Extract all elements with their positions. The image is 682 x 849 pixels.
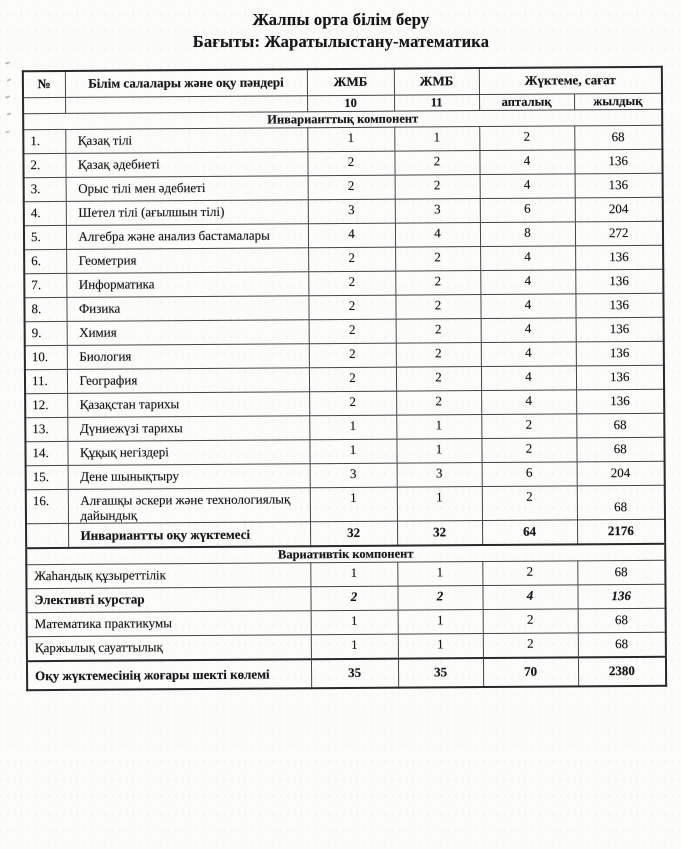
- grade11-hours: 2: [395, 246, 480, 271]
- yearly-hours: 136: [576, 317, 664, 342]
- document-title-line1: Жалпы орта білім беру: [252, 10, 430, 29]
- weekly-hours: 2: [479, 125, 574, 150]
- grade11-hours: 1: [397, 562, 482, 587]
- header-gmb11: ЖМБ: [394, 68, 479, 95]
- header-grade-10: 10: [307, 95, 394, 112]
- weekly-hours: 8: [480, 221, 575, 246]
- grade10-hours: 1: [307, 127, 394, 152]
- variative-section-title: Вариативтік компонент: [26, 544, 665, 565]
- max-load-grade10: 35: [311, 658, 398, 688]
- subject-label: Химия: [67, 319, 309, 345]
- row-number: 9.: [25, 321, 67, 345]
- weekly-hours: 4: [480, 245, 575, 270]
- subject-label: Дене шынықтыру: [68, 463, 310, 489]
- yearly-hours: 68: [576, 413, 664, 438]
- weekly-hours: 2: [481, 413, 576, 438]
- yearly-hours: 272: [575, 221, 663, 246]
- weekly-hours: 4: [480, 173, 575, 198]
- subject-label: Қазақстан тарихы: [67, 391, 309, 417]
- grade10-hours: 1: [311, 610, 398, 635]
- yearly-hours: 204: [575, 197, 663, 222]
- yearly-hours: 68: [578, 608, 666, 633]
- subject-label: Қазақ тілі: [65, 127, 307, 153]
- row-number: 13.: [25, 417, 67, 441]
- header-grade-11: 11: [394, 94, 479, 111]
- weekly-hours: 2: [482, 485, 577, 520]
- row-number: 8.: [24, 297, 66, 321]
- scan-artifact: [5, 61, 10, 64]
- subject-label: Биология: [67, 343, 309, 369]
- grade10-hours: 2: [307, 151, 394, 176]
- weekly-hours: 2: [481, 437, 576, 462]
- weekly-hours: 6: [482, 461, 577, 486]
- yearly-hours: 68: [574, 125, 662, 150]
- subject-label: Алғашқы әскери және технологиялық дайындық: [68, 487, 310, 523]
- grade11-hours: 2: [396, 318, 481, 343]
- grade10-hours: 1: [309, 439, 396, 464]
- grade11-hours: 1: [396, 438, 481, 463]
- yearly-hours: 136: [575, 269, 663, 294]
- grade10-hours: 1: [310, 487, 397, 522]
- subject-label: Орыс тілі мен әдебиеті: [66, 175, 308, 201]
- header-subjects-empty: [65, 95, 307, 113]
- header-yearly: жылдық: [574, 93, 662, 110]
- invariant-total-weekly: 64: [482, 519, 577, 545]
- curriculum-table: [22, 66, 667, 691]
- grade11-hours: 2: [394, 150, 479, 175]
- subject-label: Геометрия: [66, 247, 308, 273]
- grade10-hours: 2: [310, 586, 397, 611]
- scan-artifact: [5, 130, 10, 133]
- grade11-hours: 1: [398, 610, 483, 635]
- grade10-hours: 1: [309, 415, 396, 440]
- course-label: Элективті курстар: [26, 587, 310, 613]
- yearly-hours: 136: [574, 149, 662, 174]
- subject-label: Дүниежүзі тарихы: [67, 415, 309, 441]
- weekly-hours: 4: [479, 149, 574, 174]
- grade10-hours: 2: [309, 391, 396, 416]
- grade10-hours: 2: [309, 367, 396, 392]
- subject-label: Физика: [66, 295, 308, 321]
- grade11-hours: 3: [395, 198, 480, 223]
- variative-rows: [26, 560, 666, 660]
- grade11-hours: 1: [396, 414, 481, 439]
- weekly-hours: 2: [482, 561, 577, 586]
- row-number: 16.: [26, 489, 68, 523]
- weekly-hours: 4: [481, 365, 576, 390]
- grade11-hours: 2: [396, 366, 481, 391]
- weekly-hours: 4: [481, 317, 576, 342]
- document-title: [0, 9, 682, 53]
- yearly-hours: 136: [576, 389, 664, 414]
- yearly-hours: 68: [577, 560, 665, 585]
- header-weekly: апталық: [479, 93, 574, 110]
- yearly-hours: 136: [575, 245, 663, 270]
- grade10-hours: 2: [308, 175, 395, 200]
- grade11-hours: 4: [395, 222, 480, 247]
- weekly-hours: 4: [481, 341, 576, 366]
- yearly-hours: 68: [576, 437, 664, 462]
- header-load-group: Жүктеме, сағат: [479, 67, 662, 94]
- grade10-hours: 3: [308, 199, 395, 224]
- scan-artifact: [7, 112, 11, 115]
- course-label: Жаһандық құзыреттілік: [26, 563, 310, 589]
- max-load-total-row: [27, 656, 666, 689]
- row-number: 2.: [23, 153, 65, 177]
- yearly-hours: 136: [576, 341, 664, 366]
- grade10-hours: 1: [311, 634, 398, 659]
- row-number: 6.: [24, 249, 66, 273]
- weekly-hours: 2: [483, 633, 578, 658]
- invariant-total-grade11: 32: [397, 520, 482, 546]
- grade11-hours: 1: [397, 486, 482, 521]
- course-label: Қаржылық сауаттылық: [27, 635, 311, 661]
- scan-artifact: [5, 95, 10, 98]
- grade11-hours: 2: [396, 390, 481, 415]
- weekly-hours: 4: [480, 269, 575, 294]
- grade11-hours: 2: [396, 342, 481, 367]
- grade11-hours: 2: [397, 586, 482, 611]
- max-load-label: Оқу жүктемесінің жоғары шекті көлемі: [27, 659, 311, 690]
- grade10-hours: 2: [309, 319, 396, 344]
- header-gmb10: ЖМБ: [307, 69, 394, 96]
- yearly-hours: 68: [577, 485, 665, 520]
- table-header: [23, 67, 662, 113]
- row-number: 14.: [25, 441, 67, 465]
- subject-label: Информатика: [66, 271, 308, 297]
- row-number: 3.: [24, 177, 66, 201]
- yearly-hours: 68: [578, 632, 666, 657]
- subject-label: Алгебра және анализ бастамалары: [66, 223, 308, 249]
- invariant-total-yearly: 2176: [577, 519, 665, 545]
- grade11-hours: 1: [394, 126, 479, 151]
- subject-label: Құқық негіздері: [67, 439, 309, 465]
- row-number: 12.: [25, 393, 67, 417]
- course-label: Математика практикумы: [27, 611, 311, 637]
- row-number: 15.: [26, 465, 68, 489]
- subject-label: География: [67, 367, 309, 393]
- subject-row: [26, 485, 665, 523]
- row-number: 5.: [24, 225, 66, 249]
- weekly-hours: 6: [480, 197, 575, 222]
- yearly-hours: 136: [576, 365, 664, 390]
- invariant-section-title: Инварианттық компонент: [23, 109, 662, 129]
- yearly-hours: 136: [575, 173, 663, 198]
- yearly-hours: 136: [575, 293, 663, 318]
- grade10-hours: 2: [308, 247, 395, 272]
- grade11-hours: 2: [395, 174, 480, 199]
- row-number: 1.: [23, 129, 65, 153]
- max-load-yearly: 2380: [578, 656, 666, 686]
- weekly-hours: 4: [481, 389, 576, 414]
- invariant-rows: [23, 125, 665, 523]
- grade11-hours: 1: [398, 634, 483, 659]
- weekly-hours: 4: [482, 585, 577, 610]
- max-load-grade11: 35: [398, 658, 483, 688]
- yearly-hours: 204: [577, 461, 665, 486]
- grade10-hours: 1: [310, 562, 397, 587]
- grade10-hours: 2: [309, 343, 396, 368]
- scan-artifact: [7, 78, 11, 81]
- row-number: 7.: [24, 273, 66, 297]
- grade10-hours: 4: [308, 223, 395, 248]
- grade10-hours: 3: [310, 463, 397, 488]
- yearly-hours: 136: [577, 584, 665, 609]
- weekly-hours: 2: [483, 609, 578, 634]
- invariant-total-label: Инвариантты оқу жүктемесі: [68, 521, 310, 548]
- grade11-hours: 2: [395, 294, 480, 319]
- weekly-hours: 4: [480, 293, 575, 318]
- max-load-weekly: 70: [483, 657, 578, 687]
- invariant-total-grade10: 32: [310, 521, 397, 547]
- grade10-hours: 2: [308, 295, 395, 320]
- header-subjects: Білім салалары және оқу пәндері: [65, 69, 307, 97]
- subject-label: Қазақ әдебиеті: [65, 151, 307, 177]
- subject-label: Шетел тілі (ағылшын тілі): [66, 199, 308, 225]
- grade11-hours: 2: [395, 270, 480, 295]
- grade11-hours: 3: [397, 462, 482, 487]
- grade10-hours: 2: [308, 271, 395, 296]
- row-number: 11.: [25, 369, 67, 393]
- document-title-line2: Бағыты: Жаратылыстану-математика: [192, 32, 490, 51]
- row-number: 4.: [24, 201, 66, 225]
- header-number-empty: [23, 97, 65, 113]
- row-number: 10.: [25, 345, 67, 369]
- total-number-empty: [26, 523, 68, 548]
- header-number: №: [23, 71, 65, 97]
